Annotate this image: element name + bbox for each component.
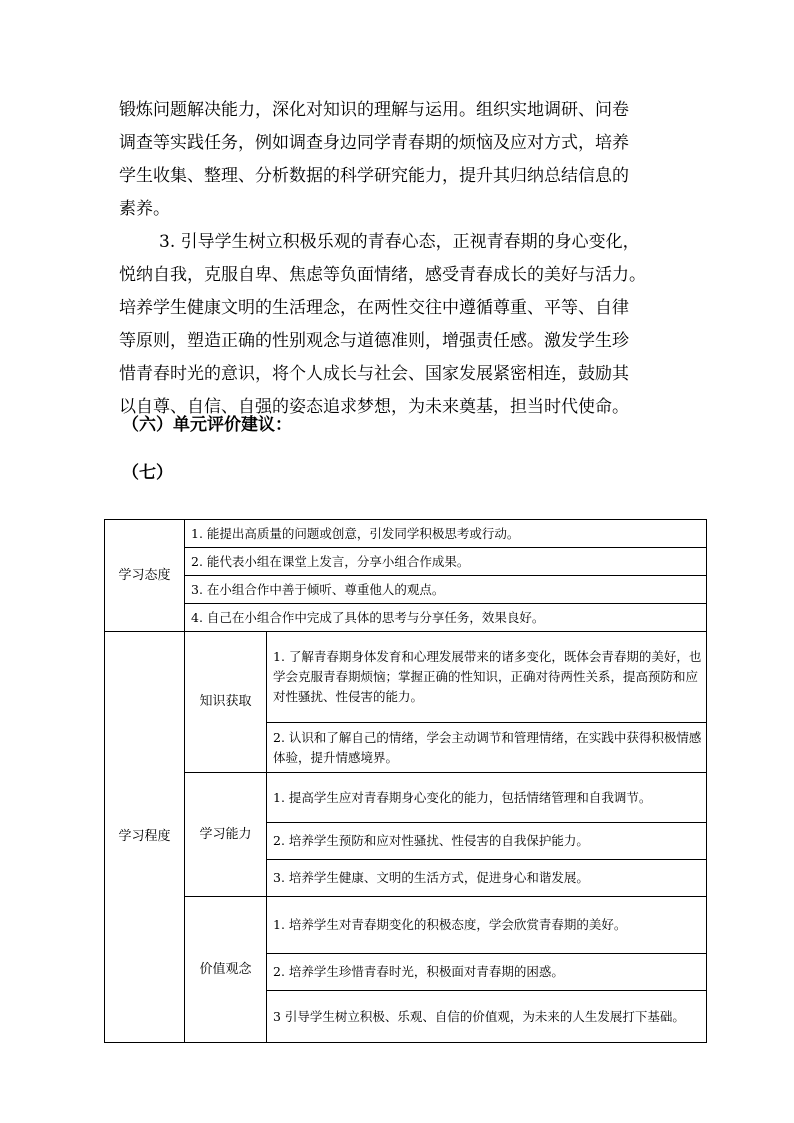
section-heading-seven: （七） (122, 463, 173, 483)
category-attitude: 学习态度 (105, 520, 185, 632)
table-cell: 1. 提高学生应对青春期身心变化的能力，包括情绪管理和自我调节。 (267, 773, 707, 823)
text-line: 等原则，塑造正确的性别观念与道德准则，增强责任感。激发学生珍 (119, 331, 629, 351)
subcategory-knowledge: 知识获取 (185, 632, 267, 773)
table-cell: 1. 了解青春期身体发育和心理发展带来的诸多变化，既体会青春期的美好，也学会克服青春期烦恼；掌握正确的性知识，正确对待两性关系，提高预防和应对性骚扰、性侵害的能力。 (267, 632, 707, 723)
text-line: 锻炼问题解决能力，深化对知识的理解与运用。组织实地调研、问卷 (119, 100, 629, 120)
table-cell: 3 引导学生树立积极、乐观、自信的价值观，为未来的人生发展打下基础。 (267, 991, 707, 1043)
text-line: 悦纳自我，克服自卑、焦虑等负面情绪，感受青春成长的美好与活力。 (119, 265, 646, 285)
text-line: 以自尊、自信、自强的姿态追求梦想，为未来奠基，担当时代使命。 (119, 397, 629, 417)
table-row (105, 632, 707, 723)
table-cell: 1. 能提出高质量的问题或创意，引发同学积极思考或行动。 (185, 520, 707, 548)
table-cell: 2. 能代表小组在课堂上发言，分享小组合作成果。 (185, 548, 707, 576)
section-heading-six: （六）单元评价建议： (122, 415, 292, 435)
table-cell: 4. 自己在小组合作中完成了具体的思考与分享任务，效果良好。 (185, 604, 707, 632)
text-line: 学生收集、整理、分析数据的科学研究能力，提升其归纳总结信息的 (119, 166, 629, 186)
table-row (105, 897, 707, 954)
table-row (105, 548, 707, 576)
paragraph-2 (119, 226, 709, 424)
table-row (105, 604, 707, 632)
table-row (105, 773, 707, 823)
table-cell: 2. 培养学生预防和应对性骚扰、性侵害的自我保护能力。 (267, 823, 707, 860)
table-cell: 2. 认识和了解自己的情绪，学会主动调节和管理情绪，在实践中获得积极情感体验，提升情感境界。 (267, 723, 707, 773)
evaluation-table (104, 519, 707, 1043)
table-cell: 2. 培养学生珍惜青春时光，积极面对青春期的困惑。 (267, 954, 707, 991)
text-line: 调查等实践任务，例如调查身边同学青春期的烦恼及应对方式，培养 (119, 133, 629, 153)
subcategory-values: 价值观念 (185, 897, 267, 1043)
table-row (105, 576, 707, 604)
text-line: 培养学生健康文明的生活理念，在两性交往中遵循尊重、平等、自律 (119, 298, 629, 318)
text-line: 惜青春时光的意识，将个人成长与社会、国家发展紧密相连，鼓励其 (119, 364, 629, 384)
paragraph-1 (119, 94, 709, 226)
subcategory-ability: 学习能力 (185, 773, 267, 897)
table-row (105, 520, 707, 548)
table-cell: 3. 在小组合作中善于倾听、尊重他人的观点。 (185, 576, 707, 604)
table-cell: 1. 培养学生对青春期变化的积极态度，学会欣赏青春期的美好。 (267, 897, 707, 954)
text-line: 素养。 (119, 199, 170, 219)
text-line: 3. 引导学生树立积极乐观的青春心态，正视青春期的身心变化， (159, 232, 640, 252)
table-cell: 3. 培养学生健康、文明的生活方式，促进身心和谐发展。 (267, 860, 707, 897)
category-degree: 学习程度 (105, 632, 185, 1043)
